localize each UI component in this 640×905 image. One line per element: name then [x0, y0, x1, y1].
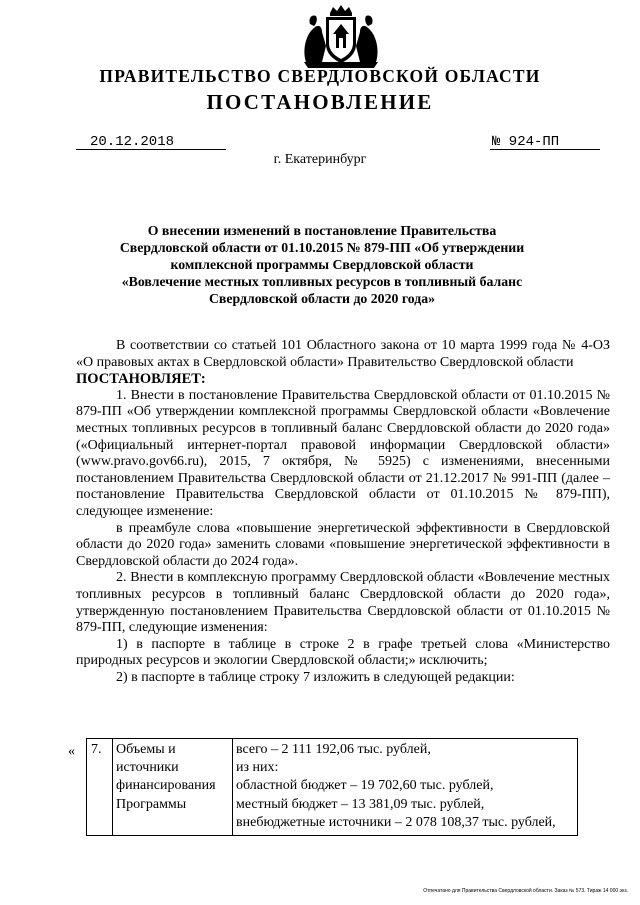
date-underline	[76, 149, 226, 150]
print-footer: Отпечатано для Правительства Свердловской области. Заказ № 573. Тираж 14 000 экз.	[423, 888, 628, 894]
item-2-paragraph: 2. Внести в комплексную программу Свердловской области «Вовлечение местных топливных ресурсов в топливный баланс Свердловской области до 2020 года», утвержденную постановлением Правительства Свердловской области от 01.10.2015 № 879-ПП, следующие изменения:	[76, 570, 610, 636]
value-line: областной бюджет – 19 702,60 тыс. рублей,	[236, 778, 494, 794]
item-1-paragraph: 1. Внести в постановление Правительства Свердловской области от 01.10.2015 № 879-ПП «Об утверждении комплексной программы Свердловской области «Вовлечение местных топливных ресурсов в топливный баланс Свердловской области до 2020 года» («Официальный интернет-портал правовой информации Свердловской области» (www.pravo.gov66.ru), 2015, 7 октября, № 5925) с изменениями, внесенными постановлением Правительства Свердловской области от 21.12.2017 № 991-ПП (далее – постановление Правительства Свердловской области от 01.10.2015 № 879-ПП), следующее изменение:	[76, 387, 610, 519]
document-number: № 924-ПП	[492, 134, 560, 150]
item-1-subparagraph: в преамбуле слова «повышение энергетической эффективности в Свердловской области до 2020 года» заменить словами «повышение энергетической эффективности в Свердловской области до 2024 года».	[76, 520, 610, 569]
item-2-1-paragraph: 1) в паспорте в таблице в строке 2 в графе третьей слова «Министерство природных ресурсов и экологии Свердловской области;» исключить;	[76, 636, 610, 669]
heading-line: Свердловской области до 2020 года»	[208, 291, 436, 306]
table-row	[87, 739, 578, 836]
table-open-quote: «	[68, 744, 75, 759]
city: г. Екатеринбург	[273, 152, 367, 167]
heading-line: О внесении изменений в постановление Правительства	[147, 223, 497, 238]
label-line: источники	[116, 760, 179, 776]
value-line: из них:	[236, 760, 279, 776]
row-label-cell	[113, 739, 233, 836]
row-number-cell: 7.	[87, 739, 113, 836]
label-line: Объемы и	[116, 742, 176, 757]
document-type: ПОСТАНОВЛЕНИЕ	[206, 90, 434, 114]
resolves-heading: ПОСТАНОВЛЯЕТ:	[76, 371, 206, 388]
value-line: внебюджетные источники – 2 078 108,37 тыс. рублей,	[236, 814, 556, 830]
number-underline	[490, 149, 600, 150]
heading-line: «Вовлечение местных топливных ресурсов в топливный баланс	[121, 274, 523, 289]
item-2-2-paragraph: 2) в паспорте в таблице строку 7 изложить в следующей редакции:	[116, 669, 515, 685]
passport-table	[86, 738, 578, 836]
document-body	[76, 338, 610, 686]
value-line: всего – 2 111 192,06 тыс. рублей,	[236, 742, 431, 757]
document-date: 20.12.2018	[90, 134, 175, 150]
coat-of-arms-emblem	[300, 4, 382, 70]
label-line: Программы	[116, 796, 187, 812]
label-line: финансирования	[116, 778, 216, 794]
heading-line: Свердловской области от 01.10.2015 № 879-ПП «Об утверждении	[119, 240, 525, 255]
value-line: местный бюджет – 13 381,09 тыс. рублей,	[236, 796, 485, 812]
document-heading	[100, 222, 544, 307]
government-title: ПРАВИТЕЛЬСТВО СВЕРДЛОВСКОЙ ОБЛАСТИ	[99, 66, 541, 86]
intro-paragraph: В соответствии со статьей 101 Областного закона от 10 марта 1999 года № 4-ОЗ «О правовых актах в Свердловской области» Правительство Свердловской области	[76, 338, 610, 370]
row-value-cell	[233, 739, 578, 836]
heading-line: комплексной программы Свердловской области	[170, 257, 474, 272]
